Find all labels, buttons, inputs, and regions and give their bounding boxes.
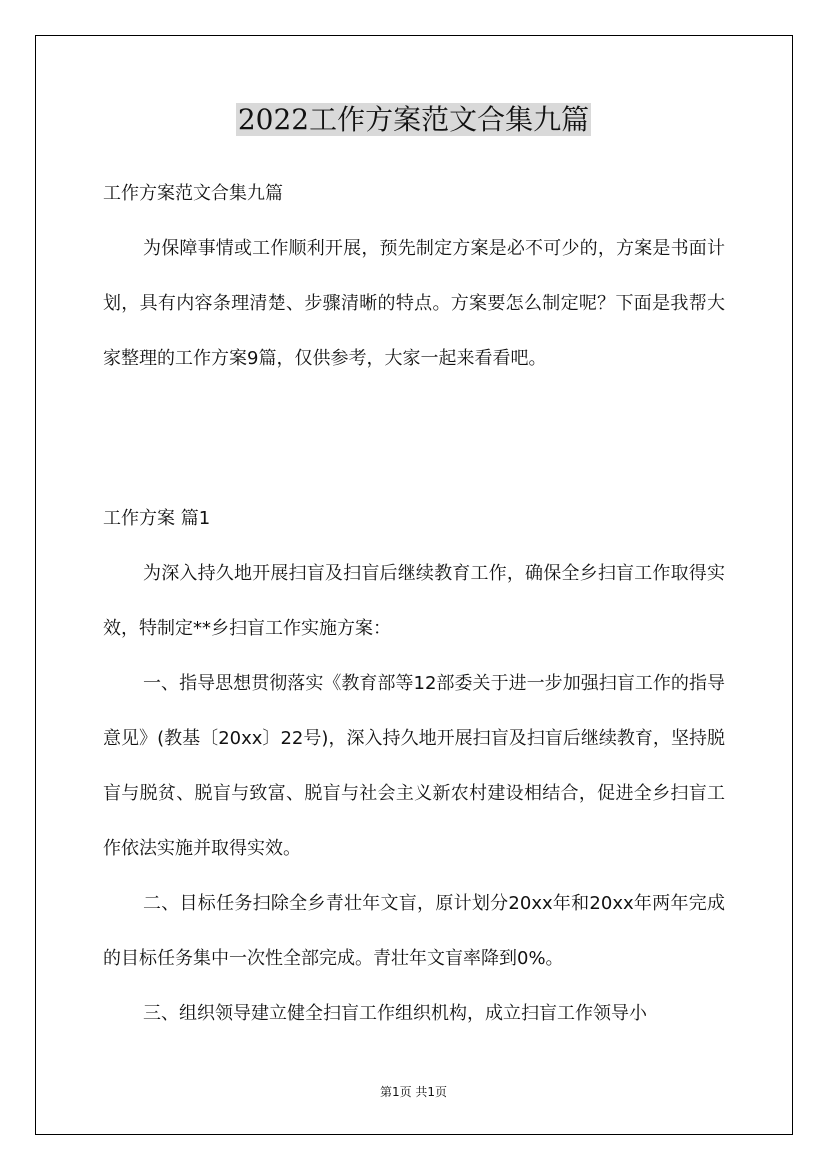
paragraph-1: 为深入持久地开展扫盲及扫盲后继续教育工作，确保全乡扫盲工作取得实效，特制定**乡扫盲工作实施方案： bbox=[103, 563, 725, 639]
section-heading: 工作方案 篇1 bbox=[103, 508, 211, 529]
paragraph-3: 二、目标任务扫除全乡青壮年文盲，原计划分20xx年和20xx年两年完成的目标任务集中一次性全部完成。青壮年文盲率降到0%。 bbox=[103, 893, 725, 969]
intro-paragraph: 为保障事情或工作顺利开展，预先制定方案是必不可少的，方案是书面计划，具有内容条理清楚、步骤清晰的特点。方案要怎么制定呢？下面是我帮大家整理的工作方案9篇，仅供参考，大家一起来看看吧。 bbox=[103, 238, 725, 369]
paragraph-2: 一、指导思想贯彻落实《教育部等12部委关于进一步加强扫盲工作的指导意见》(教基〔20xx〕22号)，深入持久地开展扫盲及扫盲后继续教育，坚持脱盲与脱贫、脱盲与致富、脱盲与社会主义新农村建设相结合，促进全乡扫盲工作依法实施并取得实效。 bbox=[103, 673, 725, 859]
document-title: 2022工作方案范文合集九篇 bbox=[237, 103, 590, 136]
page-footer: 第1页 共1页 bbox=[379, 1085, 448, 1099]
document-subtitle: 工作方案范文合集九篇 bbox=[103, 183, 283, 204]
paragraph-4: 三、组织领导建立健全扫盲工作组织机构，成立扫盲工作领导小 bbox=[143, 1003, 647, 1024]
